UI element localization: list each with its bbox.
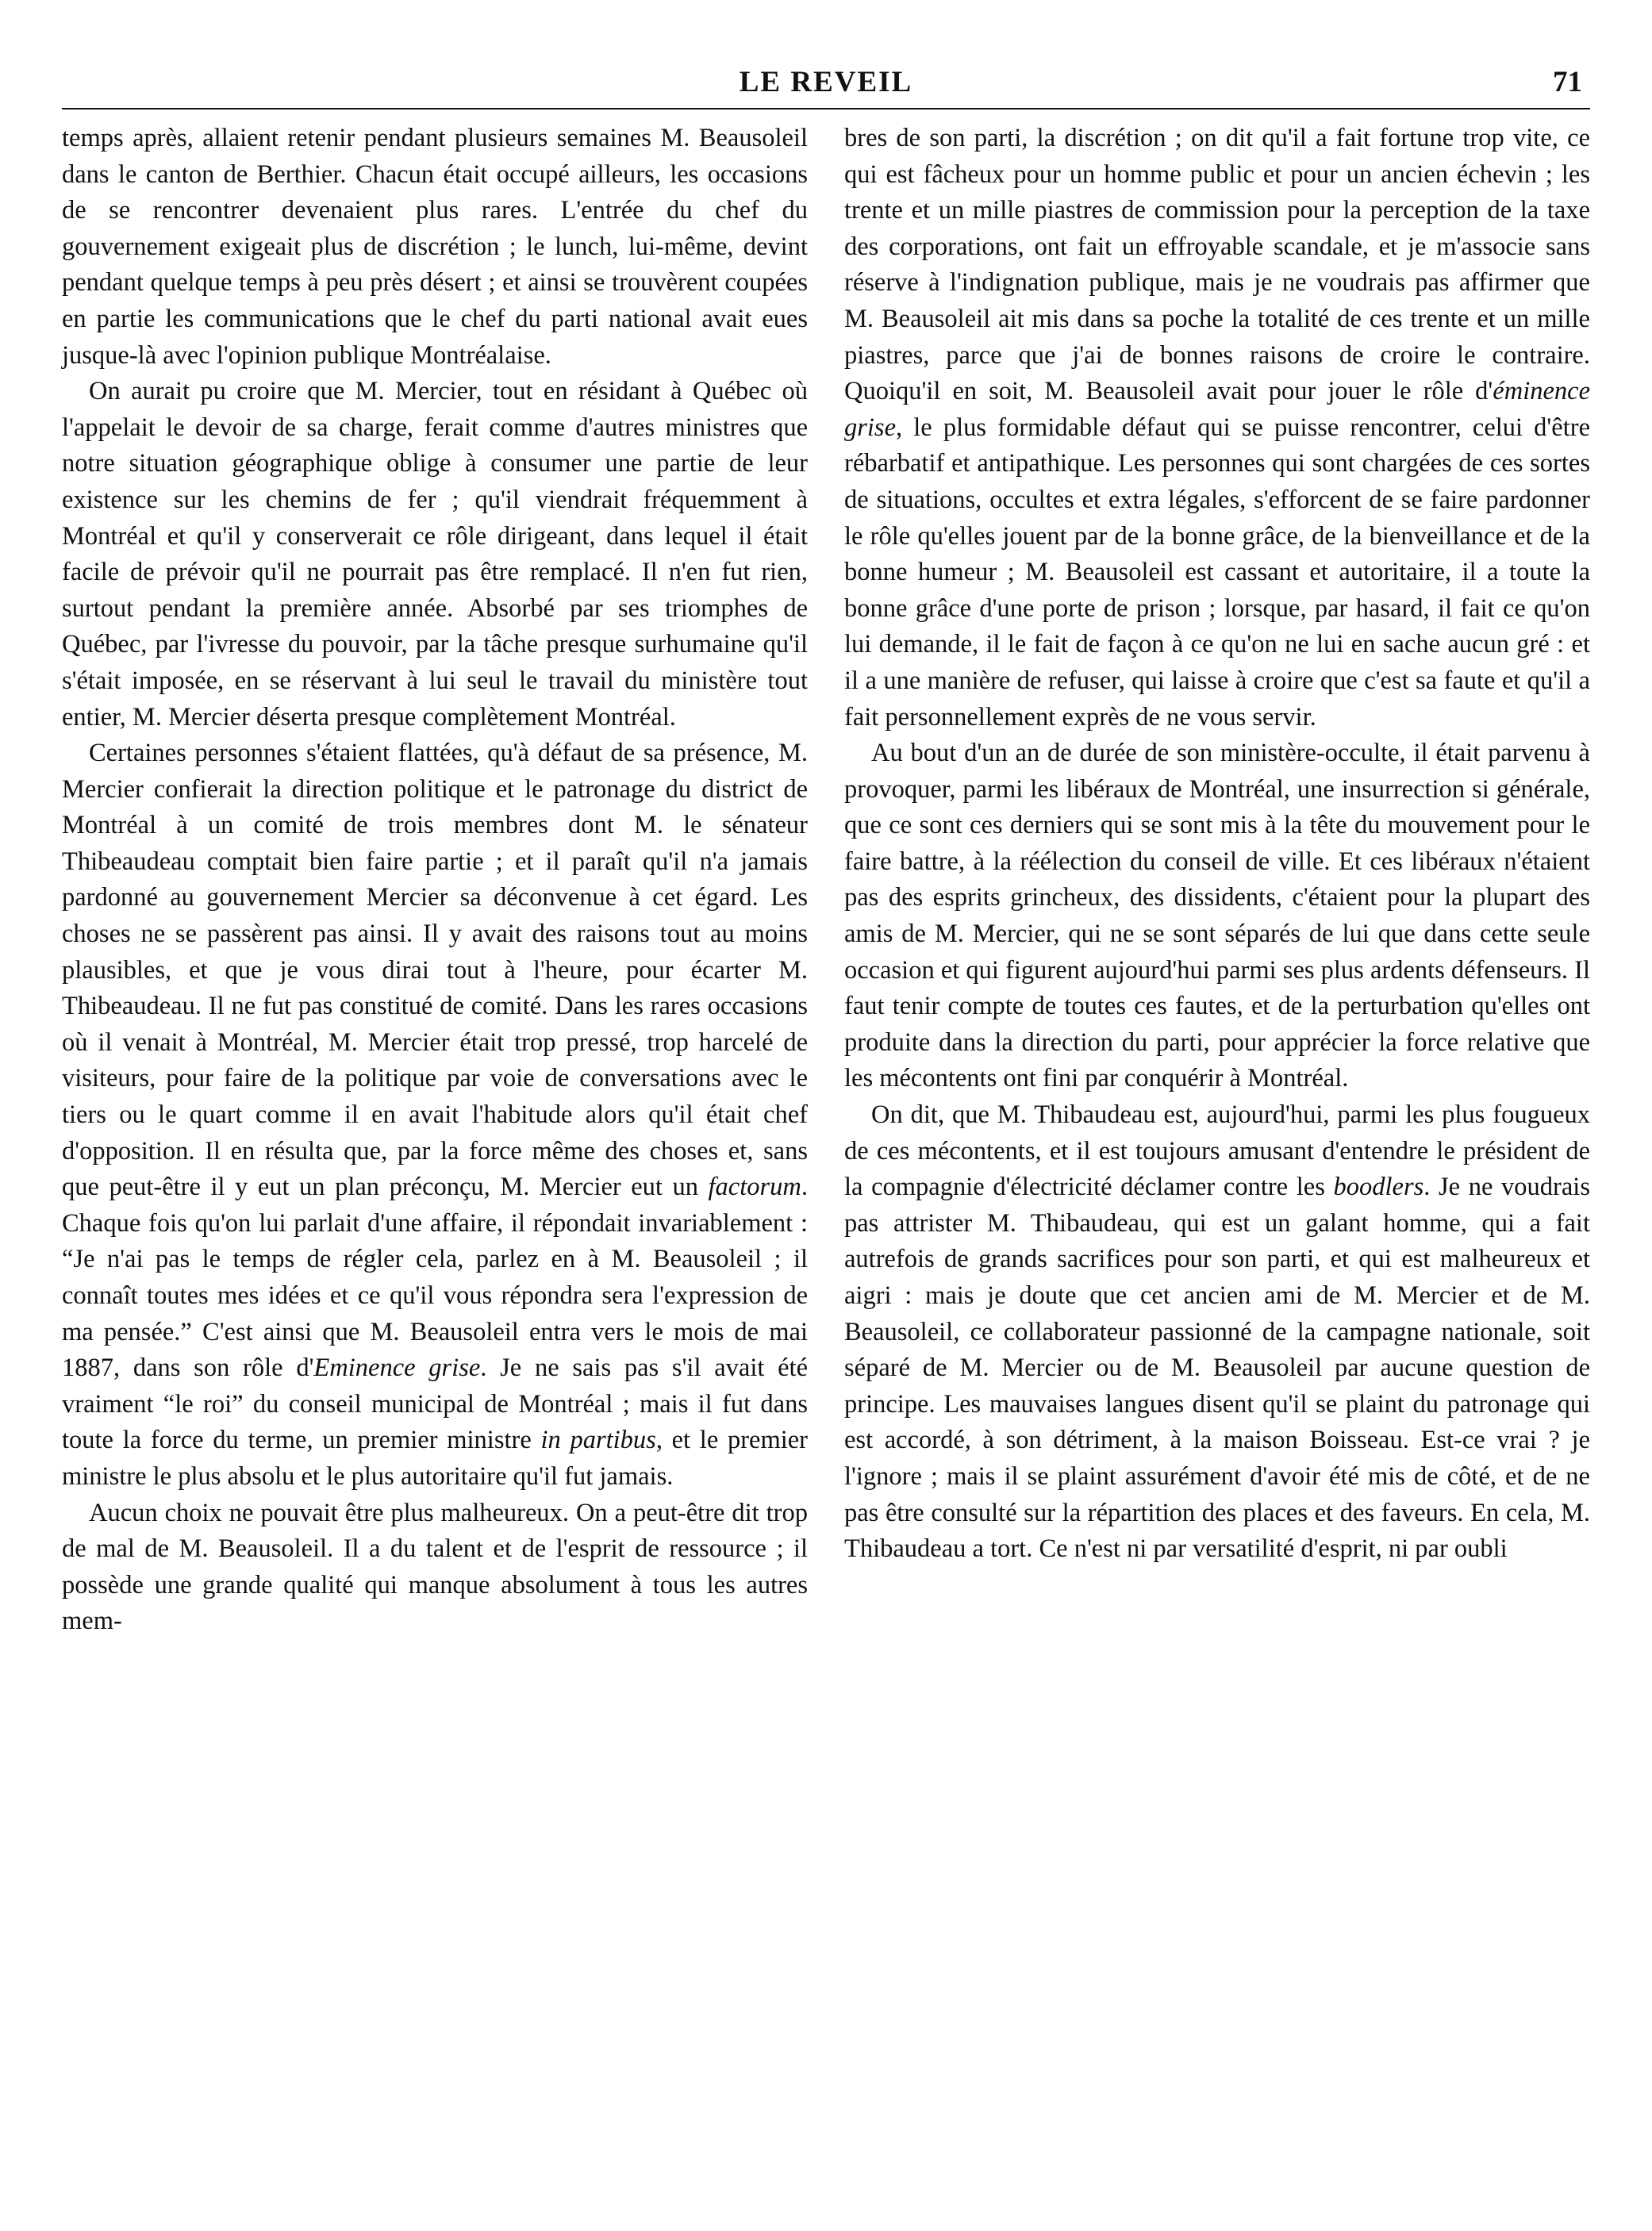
paragraph-text: . Chaque fois qu'on lui parlait d'une affaire, il répondait invariablement : “Je n'ai pas le temps de régler cela, parlez en à M. Beausoleil ; il connaît toutes mes idées et ce qu'il vous répondra sera l'expression de ma pensée.” C'est ainsi que M. Beausoleil entra vers le mois de mai 1887, dans son rôle d' (62, 1173, 808, 1383)
running-header (62, 62, 1590, 109)
paragraph (62, 735, 808, 1495)
paragraph-text: , et le premier ministre le plus absolu et le plus autoritaire qu'il fut jamais. (62, 1426, 808, 1491)
paragraph: temps après, allaient retenir pendant plusieurs semaines M. Beausoleil dans le canton de Berthier. Chacun était occupé ailleurs, les occasions de se rencontrer devenaient plus rares. L'entrée du chef du gouvernement exigeait plus de discrétion ; le lunch, lui-même, devint pendant quelque temps à peu près désert ; et ainsi se trouvèrent coupées en partie les communications que le chef du parti national avait eues jusque-là avec l'opinion publique Montréalaise. (62, 124, 808, 370)
paragraph (844, 1097, 1590, 1568)
paragraph-text: Certaines personnes s'étaient flattées, qu'à défaut de sa présence, M. Mercier confierait la direction politique et le patronage du district de Montréal à un comité de trois membres dont M. le sénateur Thibeaudeau comptait bien faire partie ; et il paraît qu'il n'a jamais pardonné au gouvernement Mercier sa déconvenue à cet égard. Les choses ne se passèrent pas ainsi. Il y avait des raisons tout au moins plausibles, et que je vous dirai tout à l'heure, pour écarter M. Thibeaudeau. Il ne fut pas constitué de comité. Dans les rares occasions où il venait à Montréal, M. Mercier était trop pressé, trop harcelé de visiteurs, pour faire de la politique par voie de conversations avec le tiers ou le quart comme il en avait l'habitude alors qu'il était chef d'opposition. Il en résulta que, par la force même des choses et, sans que peut-être il y eut un plan préconçu, M. Mercier eut un (62, 739, 808, 1202)
text-columns (62, 121, 1590, 1640)
journal-title: LE REVEIL (739, 66, 913, 98)
paragraph-text: . Je ne voudrais pas attrister M. Thibaudeau, qui est un galant homme, qui a fait autrefois de grands sacrifices pour son parti, et qui est malheureux et aigri : mais je doute que cet ancien ami de M. Mercier et de M. Beausoleil, ce collaborateur passionné de la campagne nationale, soit séparé de M. Mercier ou de M. Beausoleil par aucune question de principe. Les mauvaises langues disent qu'il se plaint du patronage qui est accordé, à son détriment, à la maison Boisseau. Est-ce vrai ? je l'ignore ; mais il se plaint assurément d'avoir été mis de côté, et de ne pas être consulté sur la répartition des places et des faveurs. En cela, M. Thibaudeau a tort. Ce n'est ni par versatilité d'esprit, ni par oubli (844, 1173, 1590, 1564)
page (62, 62, 1590, 2204)
italic-term: Eminence grise (313, 1354, 481, 1383)
paragraph-text: On dit, que M. Thibaudeau est, aujourd'hui, parmi les plus fougueux de ces mécontents, et il est toujours amusant d'entendre le président de la compagnie d'électricité déclamer contre les (844, 1100, 1590, 1202)
italic-term: éminence grise (844, 377, 1590, 442)
italic-term: factorum (708, 1173, 801, 1202)
paragraph: Au bout d'un an de durée de son ministère-occulte, il était parvenu à provoquer, parmi les libéraux de Montréal, une insurrection si générale, que ce sont ces derniers qui se sont mis à la tête du mouvement pour le faire battre, à la réélection du conseil de ville. Et ces libéraux n'étaient pas des esprits grincheux, des dissidents, c'étaient pour la plupart des amis de M. Mercier, qui ne se sont séparés de lui que dans cette seule occasion et qui figurent aujourd'hui parmi ses plus ardents défenseurs. Il faut tenir compte de toutes ces fautes, et de la perturbation qu'elles ont produite dans la direction du parti, pour apprécier la force relative que les mécontents ont fini par conquérir à Montréal. (844, 739, 1590, 1093)
right-column (844, 121, 1590, 1640)
paragraph-text: bres de son parti, la discrétion ; on dit qu'il a fait fortune trop vite, ce qui est fâcheux pour un homme public et pour un ancien échevin ; les trente et un mille piastres de commission pour la perception de la taxe des corporations, ont fait un effroyable scandale, et je m'associe sans réserve à l'indignation publique, mais je ne voudrais pas affirmer que M. Beausoleil ait mis dans sa poche la totalité de ces trente et un mille piastres, parce que j'ai de bonnes raisons de croire le contraire. Quoiqu'il en soit, M. Beausoleil avait pour jouer le rôle d' (844, 124, 1590, 406)
paragraph: Aucun choix ne pouvait être plus malheureux. On a peut-être dit trop de mal de M. Beausoleil. Il a du talent et de l'esprit de ressource ; il possède une grande qualité qui manque absolument à tous les autres mem- (62, 1498, 808, 1636)
paragraph-text: , le plus formidable défaut qui se puisse rencontrer, celui d'être rébarbatif et antipathique. Les personnes qui sont chargées de ces sortes de situations, occultes et extra légales, s'efforcent de se faire pardonner le rôle qu'elles jouent par de la bonne grâce, de la bienveillance et de la bonne humeur ; M. Beausoleil est cassant et autoritaire, il a toute la bonne grâce d'une porte de prison ; lorsque, par hasard, il fait ce qu'on lui demande, il le fait de façon à ce qu'on ne lui en sache aucun gré : et il a une manière de refuser, qui laisse à croire que c'est sa faute et qu'il a fait personnellement exprès de ne vous servir. (844, 413, 1590, 732)
italic-term: boodlers (1333, 1173, 1424, 1202)
paragraph-text: . Je ne sais pas s'il avait été vraiment “le roi” du conseil municipal de Montréal ; mais il fut dans toute la force du terme, un premier ministre (62, 1354, 808, 1455)
italic-term: in partibus (540, 1426, 656, 1455)
left-column (62, 121, 808, 1640)
page-number: 71 (1553, 66, 1582, 98)
paragraph: On aurait pu croire que M. Mercier, tout en résidant à Québec où l'appelait le devoir de sa charge, ferait comme d'autres ministres que notre situation géographique oblige à consumer une partie de leur existence sur les chemins de fer ; qu'il viendrait fréquemment à Montréal et qu'il y conserverait ce rôle dirigeant, dans lequel il était facile de prévoir qu'il ne pourrait pas être remplacé. Il n'en fut rien, surtout pendant la première année. Absorbé par ses triomphes de Québec, par l'ivresse du pouvoir, par la tâche presque surhumaine qu'il s'était imposée, en se réservant à lui seul le travail du ministère tout entier, M. Mercier déserta presque complètement Montréal. (62, 377, 808, 732)
paragraph (844, 121, 1590, 735)
